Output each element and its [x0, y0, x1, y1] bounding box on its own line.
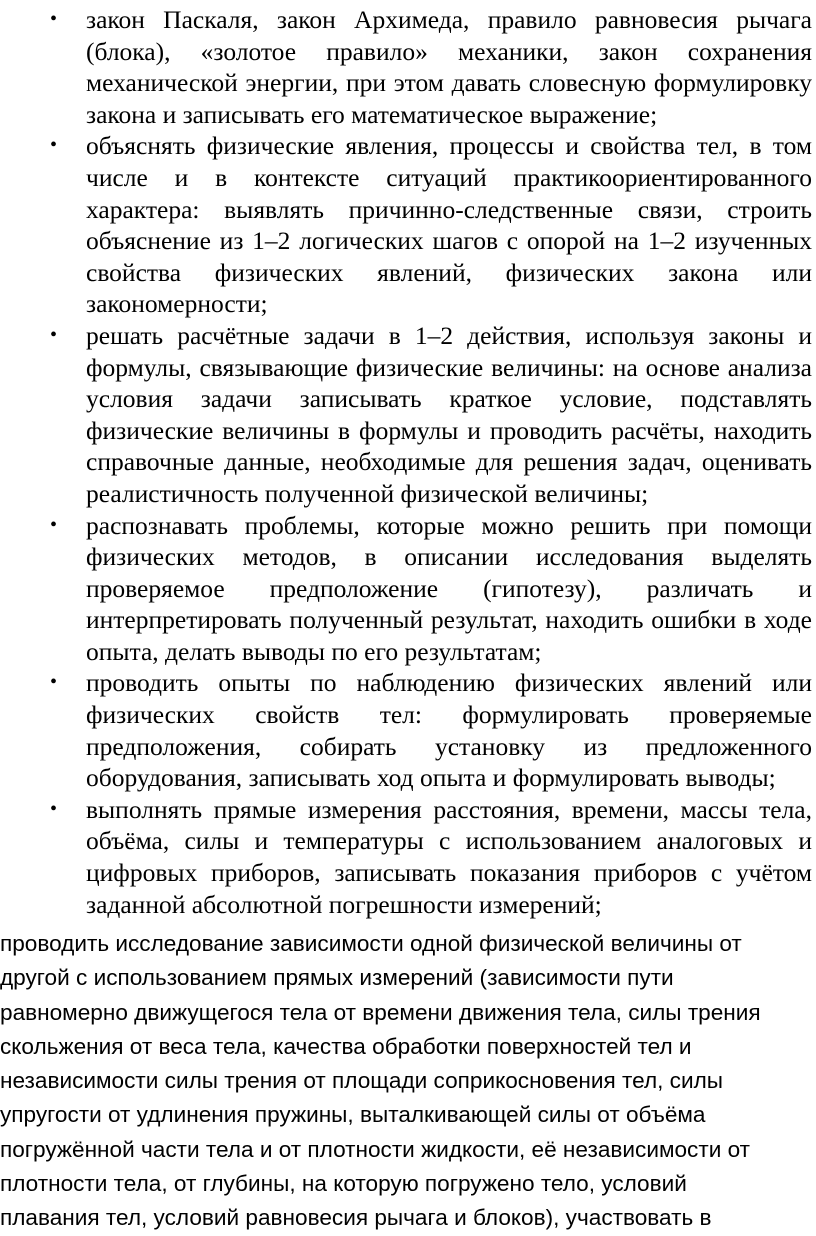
list-item-text: проводить опыты по наблюдению физических явлений или физических свойств тел: формулировать проверяемые предположения, собирать установку из предложенного оборудования, записывать ход опыта и формулировать выводы; — [86, 668, 812, 793]
bullet-icon: • — [50, 797, 58, 820]
list-item — [0, 794, 816, 920]
list-item-text: решать расчётные задачи в 1–2 действия, используя законы и формулы, связывающие физические величины: на основе анализа условия задачи записывать краткое условие, подставлять физические величины в формулы и проводить расчёты, находить справочные данные, необходимые для решения задач, оценивать реалистичность полученной физической величины; — [86, 320, 812, 508]
bullet-icon: • — [50, 513, 58, 536]
list-item-text: закон Паскаля, закон Архимеда, правило равновесия рычага (блока), «золотое правило» механики, закон сохранения механической энергии, при этом давать словесную формулировку закона и записывать его математическое выражение; — [86, 5, 812, 129]
list-item — [0, 4, 816, 130]
list-item-text: выполнять прямые измерения расстояния, времени, массы тела, объёма, силы и температуры с использованием аналоговых и цифровых приборов, записывать показания приборов с учётом заданной абсолютной погрешности измерений; — [86, 794, 812, 919]
bullet-list — [0, 4, 816, 920]
bullet-icon: • — [50, 323, 58, 346]
bullet-icon: • — [50, 671, 58, 694]
list-item — [0, 510, 816, 668]
trailing-paragraph: проводить исследование зависимости одной физической величины от другой с использованием прямых измерений (зависимости пути равномерно движущегося тела от времени движения тела, силы трения скольжения от веса тела, качества обработки поверхностей тел и независимости силы трения от площади соприкосновения тел, силы упругости от удлинения пружины, выталкивающей силы от объёма погружённой части тела и от плотности жидкости, её независимости от плотности тела, от глубины, на которую погружено тело, условий плавания тел, условий равновесия рычага и блоков), участвовать в — [0, 931, 761, 1231]
bullet-icon: • — [50, 134, 58, 157]
list-item — [0, 130, 816, 320]
list-item-text: объяснять физические явления, процессы и свойства тел, в том числе и в контексте ситуаций практикоориентированного характера: выявлять причинно-следственные связи, строить объяснение из 1–2 логических шагов с опорой на 1–2 изученных свойства физических явлений, физических закона или закономерности; — [86, 131, 812, 319]
bullet-icon: • — [50, 8, 58, 30]
list-item — [0, 320, 816, 510]
list-item — [0, 667, 816, 793]
list-item-text: распознавать проблемы, которые можно решить при помощи физических методов, в описании исследования выделять проверяемое предположение (гипотезу), различать и интерпретировать полученный результат, находить ошибки в ходе опыта, делать выводы по его результатам; — [86, 510, 812, 666]
